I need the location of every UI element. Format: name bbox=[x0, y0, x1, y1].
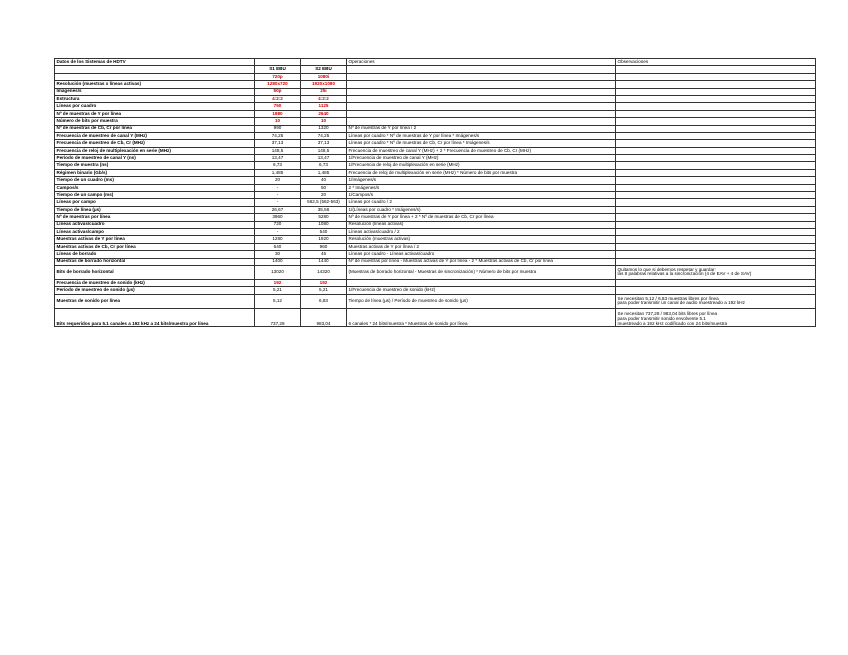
value-s2[interactable]: 5280 bbox=[301, 214, 347, 221]
row-label[interactable]: Tiempo de un campo (ms) bbox=[55, 192, 255, 199]
table-row bbox=[55, 81, 816, 88]
system-row bbox=[55, 66, 816, 73]
operation-cell[interactable]: 6 canales * 24 bits/muestra * Muestras de sonido por línea bbox=[347, 308, 616, 327]
value-s1[interactable]: 737,28 bbox=[255, 308, 301, 327]
row-label[interactable]: Resolución (muestras x líneas activas) bbox=[55, 81, 255, 88]
cell[interactable] bbox=[616, 73, 816, 80]
operation-cell[interactable]: Frecuencia de reloj de multiplexación en serie (MHz) * Número de bits por muestra bbox=[347, 169, 616, 176]
table-row bbox=[55, 88, 816, 95]
value-s2[interactable]: 1125 bbox=[301, 103, 347, 110]
operation-cell[interactable]: Líneas por cuadro - Líneas activas/cuadro bbox=[347, 251, 616, 258]
cell[interactable] bbox=[55, 73, 255, 80]
row-label[interactable]: Campos/s bbox=[55, 184, 255, 191]
operation-cell[interactable] bbox=[347, 81, 616, 88]
table-row bbox=[55, 125, 816, 132]
table-row bbox=[55, 258, 816, 265]
row-label[interactable]: Número de bits por muestra bbox=[55, 118, 255, 125]
observation-cell[interactable] bbox=[616, 308, 816, 327]
table-row bbox=[55, 308, 816, 327]
value-s1[interactable]: 1400 bbox=[255, 258, 301, 265]
header-cell-operations[interactable]: Operaciones bbox=[347, 59, 616, 66]
operation-cell[interactable]: 1/(Líneas por cuadro * Imágenes/s) bbox=[347, 206, 616, 213]
value-s1[interactable]: 1980 bbox=[255, 110, 301, 117]
operation-cell[interactable]: Líneas por cuadro * Nº de muestras de Cb, Cr por línea * Imágenes/s bbox=[347, 140, 616, 147]
observation-line: Quitamos lo que si debemos respetar y guardar: bbox=[617, 266, 716, 272]
table-row bbox=[55, 251, 816, 258]
value-s2[interactable]: 35,56 bbox=[301, 206, 347, 213]
row-label[interactable]: Frecuencia de muestreo de sonido (kHz) bbox=[55, 279, 255, 286]
value-s2[interactable]: 20 bbox=[301, 192, 347, 199]
row-label[interactable]: Frecuencia de muestreo de canal Y (MHz) bbox=[55, 132, 255, 139]
row-label[interactable]: Período de muestreo de sonido (µs) bbox=[55, 287, 255, 294]
row-label[interactable]: Nº de muestras de Y por línea bbox=[55, 110, 255, 117]
row-label[interactable]: Muestras activas de Cb, Cr por línea bbox=[55, 243, 255, 250]
table-row bbox=[55, 294, 816, 308]
observation-cell[interactable] bbox=[616, 228, 816, 235]
value-s1[interactable]: - bbox=[255, 192, 301, 199]
observation-cell[interactable] bbox=[616, 169, 816, 176]
value-s2[interactable]: 37,13 bbox=[301, 140, 347, 147]
observation-cell[interactable] bbox=[616, 132, 816, 139]
row-label[interactable]: Bits de borrado horizontal bbox=[55, 265, 255, 279]
value-s2[interactable]: 540 bbox=[301, 228, 347, 235]
observation-cell[interactable] bbox=[616, 251, 816, 258]
row-label[interactable]: Régimen binario (Gb/s) bbox=[55, 169, 255, 176]
value-s2[interactable]: 1920x1080 bbox=[301, 81, 347, 88]
observation-cell[interactable] bbox=[616, 147, 816, 154]
observation-line: para poder transmitir sonido envolvente 5.1 bbox=[617, 316, 706, 322]
operation-cell[interactable] bbox=[347, 88, 616, 95]
value-s2[interactable]: 1440 bbox=[301, 258, 347, 265]
table-row bbox=[55, 162, 816, 169]
operation-cell[interactable]: 2 * Imágenes/s bbox=[347, 184, 616, 191]
value-s1[interactable]: 148,5 bbox=[255, 147, 301, 154]
table-row bbox=[55, 236, 816, 243]
value-s1[interactable]: 6,73 bbox=[255, 162, 301, 169]
operation-cell[interactable]: 1/Frecuencia de muestreo de canal Y (MHz) bbox=[347, 155, 616, 162]
value-s1[interactable]: 4:2:2 bbox=[255, 95, 301, 102]
table-row bbox=[55, 199, 816, 206]
row-label[interactable]: Frecuencia de reloj de multiplexación en serie (MHz) bbox=[55, 147, 255, 154]
observation-line: Se necesitan 737,28 / 983,04 bits libres por línea bbox=[617, 311, 718, 317]
table-row bbox=[55, 95, 816, 102]
row-label[interactable]: Tiempo de muestra (ns) bbox=[55, 162, 255, 169]
observation-cell[interactable] bbox=[616, 155, 816, 162]
operation-cell[interactable]: Nº de muestras de Y por línea + 2 * Nº de muestras de Cb, Cr por línea bbox=[347, 214, 616, 221]
value-s1[interactable]: 20 bbox=[255, 177, 301, 184]
system-1-label[interactable]: S1 EBU bbox=[255, 66, 301, 73]
observation-cell[interactable] bbox=[616, 236, 816, 243]
operation-cell[interactable]: Frecuencia de muestreo de canal Y (MHz) + 2 * Frecuencia de muestreo de Cb, Cr (MHz) bbox=[347, 147, 616, 154]
observation-cell[interactable] bbox=[616, 279, 816, 286]
observation-line: muestreado a 192 kHz codificado con 24 bits/muestra bbox=[617, 320, 728, 326]
value-s2[interactable]: 10 bbox=[301, 118, 347, 125]
value-s2[interactable]: 6,73 bbox=[301, 162, 347, 169]
operation-cell[interactable]: 1/Frecuencia de reloj de multiplexación en serie (MHz) bbox=[347, 162, 616, 169]
operation-cell[interactable] bbox=[347, 103, 616, 110]
table-row bbox=[55, 118, 816, 125]
value-s2[interactable]: 25i bbox=[301, 88, 347, 95]
value-s1[interactable]: - bbox=[255, 228, 301, 235]
observation-cell[interactable] bbox=[616, 287, 816, 294]
value-s1[interactable]: 26,67 bbox=[255, 206, 301, 213]
observation-cell[interactable] bbox=[616, 88, 816, 95]
table-row bbox=[55, 147, 816, 154]
value-s2[interactable]: 1320 bbox=[301, 125, 347, 132]
operation-cell[interactable]: Nº de muestras de Y por línea / 2 bbox=[347, 125, 616, 132]
table-row bbox=[55, 140, 816, 147]
value-s1[interactable]: 5,12 bbox=[255, 294, 301, 308]
table-row bbox=[55, 132, 816, 139]
observation-cell[interactable] bbox=[616, 177, 816, 184]
value-s1[interactable]: 1,485 bbox=[255, 169, 301, 176]
row-label[interactable]: Muestras de sonido por línea bbox=[55, 294, 255, 308]
observation-cell[interactable] bbox=[616, 140, 816, 147]
value-s1[interactable]: 750 bbox=[255, 103, 301, 110]
value-s2[interactable]: 1,485 bbox=[301, 169, 347, 176]
value-s1[interactable]: 192 bbox=[255, 279, 301, 286]
value-s2[interactable]: 45 bbox=[301, 251, 347, 258]
table-row bbox=[55, 265, 816, 279]
table-row bbox=[55, 221, 816, 228]
value-s1[interactable]: 1280 bbox=[255, 236, 301, 243]
value-s2[interactable]: 148,5 bbox=[301, 147, 347, 154]
row-label[interactable]: Muestras de borrado horizontal bbox=[55, 258, 255, 265]
value-s1[interactable]: 13,47 bbox=[255, 155, 301, 162]
value-s2[interactable]: 983,04 bbox=[301, 308, 347, 327]
value-s1[interactable]: 30 bbox=[255, 251, 301, 258]
observation-cell[interactable] bbox=[616, 294, 816, 308]
operation-cell[interactable] bbox=[347, 95, 616, 102]
row-label[interactable]: Líneas activas/cuadro bbox=[55, 221, 255, 228]
observation-cell[interactable] bbox=[616, 81, 816, 88]
observation-cell[interactable] bbox=[616, 192, 816, 199]
cell[interactable] bbox=[347, 66, 616, 73]
table-row bbox=[55, 192, 816, 199]
observation-cell[interactable] bbox=[616, 243, 816, 250]
value-s1[interactable]: 990 bbox=[255, 125, 301, 132]
system-2-label[interactable]: S2 EBU bbox=[301, 66, 347, 73]
observation-cell[interactable] bbox=[616, 125, 816, 132]
row-label[interactable]: Líneas activas/campo bbox=[55, 228, 255, 235]
value-s1[interactable]: 13020 bbox=[255, 265, 301, 279]
header-cell-empty[interactable] bbox=[301, 59, 347, 66]
observation-cell[interactable] bbox=[616, 110, 816, 117]
observation-cell[interactable] bbox=[616, 162, 816, 169]
observation-cell[interactable] bbox=[616, 103, 816, 110]
operation-cell[interactable]: Resolución (líneas activas) bbox=[347, 221, 616, 228]
table-row bbox=[55, 155, 816, 162]
value-s1[interactable]: 720 bbox=[255, 221, 301, 228]
observation-cell[interactable] bbox=[616, 184, 816, 191]
row-label[interactable]: Estructura bbox=[55, 95, 255, 102]
value-s2[interactable]: 50 bbox=[301, 184, 347, 191]
value-s2[interactable]: 1080 bbox=[301, 221, 347, 228]
observation-cell[interactable] bbox=[616, 214, 816, 221]
row-label[interactable]: Período de muestreo de canal Y (ns) bbox=[55, 155, 255, 162]
operation-cell[interactable] bbox=[347, 279, 616, 286]
value-s1[interactable]: 640 bbox=[255, 243, 301, 250]
table-row bbox=[55, 206, 816, 213]
value-s2[interactable]: 1920 bbox=[301, 236, 347, 243]
operation-cell[interactable]: 1/Frecuencia de muestreo de sonido (kHz) bbox=[347, 287, 616, 294]
value-s1[interactable]: 5,21 bbox=[255, 287, 301, 294]
cell[interactable] bbox=[55, 66, 255, 73]
table-row bbox=[55, 169, 816, 176]
operation-cell[interactable]: Líneas por cuadro / 2 bbox=[347, 199, 616, 206]
table-row bbox=[55, 177, 816, 184]
table-row bbox=[55, 228, 816, 235]
observation-cell[interactable] bbox=[616, 258, 816, 265]
value-s2[interactable]: 40 bbox=[301, 177, 347, 184]
row-label[interactable]: Tiempo de línea (µs) bbox=[55, 206, 255, 213]
value-s2[interactable]: 2640 bbox=[301, 110, 347, 117]
value-s1[interactable]: 10 bbox=[255, 118, 301, 125]
row-label[interactable]: Frecuencia de muestreo de Cb, Cr (MHz) bbox=[55, 140, 255, 147]
header-cell-data[interactable]: Datos de los Sistemas de HDTV bbox=[55, 59, 255, 66]
value-s2[interactable]: 13,47 bbox=[301, 155, 347, 162]
table-row bbox=[55, 243, 816, 250]
row-label[interactable]: Muestras activas de Y por línea bbox=[55, 236, 255, 243]
operation-cell[interactable] bbox=[347, 110, 616, 117]
table-row bbox=[55, 184, 816, 191]
value-s2[interactable]: 6,83 bbox=[301, 294, 347, 308]
value-s1[interactable]: 50p bbox=[255, 88, 301, 95]
value-s2[interactable]: 14320 bbox=[301, 265, 347, 279]
value-s2[interactable]: 4:2:2 bbox=[301, 95, 347, 102]
row-label[interactable]: Líneas por cuadro bbox=[55, 103, 255, 110]
observation-cell[interactable] bbox=[616, 118, 816, 125]
value-s1[interactable]: 37,13 bbox=[255, 140, 301, 147]
row-label[interactable]: Líneas de borrado bbox=[55, 251, 255, 258]
header-row bbox=[55, 59, 816, 66]
observation-cell[interactable] bbox=[616, 221, 816, 228]
value-s1[interactable]: - bbox=[255, 199, 301, 206]
value-s1[interactable]: 74,25 bbox=[255, 132, 301, 139]
observation-cell[interactable] bbox=[616, 265, 816, 279]
value-s1[interactable]: 3960 bbox=[255, 214, 301, 221]
operation-cell[interactable]: Nº de muestras por línea - Muestras activas de Y por línea - 2 * Muestras activas de Cb, Cr por línea bbox=[347, 258, 616, 265]
row-label[interactable]: Imágenes/s bbox=[55, 88, 255, 95]
observation-line: Se necesitan 5,12 / 6,83 muestras libres por línea bbox=[617, 295, 719, 301]
observation-line: las 8 palabras relativas a la sincronización (4 de EAV + 4 de SAV) bbox=[617, 271, 752, 277]
row-label[interactable]: Bits requeridos para 5.1 canales a 192 kHz a 24 bits/muestra por línea bbox=[55, 308, 255, 327]
table-row bbox=[55, 279, 816, 286]
operation-cell[interactable]: Tiempo de línea (µs) / Período de muestreo de sonido (µs) bbox=[347, 294, 616, 308]
cell[interactable] bbox=[616, 66, 816, 73]
system-2-scan[interactable]: 1080i bbox=[301, 73, 347, 80]
value-s2[interactable]: 5,21 bbox=[301, 287, 347, 294]
table-row bbox=[55, 214, 816, 221]
hdtv-spreadsheet bbox=[54, 58, 816, 327]
operation-cell[interactable]: Muestras activas de Y por línea / 2 bbox=[347, 243, 616, 250]
operation-cell[interactable] bbox=[347, 118, 616, 125]
operation-cell[interactable]: Resolución (muestras activas) bbox=[347, 236, 616, 243]
row-label[interactable]: Nº de muestras de Cb, Cr por línea bbox=[55, 125, 255, 132]
operation-cell[interactable]: 1/Imágenes/s bbox=[347, 177, 616, 184]
operation-cell[interactable]: 1/Campos/s bbox=[347, 192, 616, 199]
observation-cell[interactable] bbox=[616, 206, 816, 213]
operation-cell[interactable]: (Muestras de borrado horizontal - Muestras de sincronización) * Número de bits por muestra bbox=[347, 265, 616, 279]
table-row bbox=[55, 103, 816, 110]
operation-cell[interactable]: Líneas por cuadro * Nº de muestras de Y por línea * Imágenes/s bbox=[347, 132, 616, 139]
value-s1[interactable]: 1280x720 bbox=[255, 81, 301, 88]
value-s2[interactable]: 74,25 bbox=[301, 132, 347, 139]
value-s2[interactable]: 192 bbox=[301, 279, 347, 286]
value-s2[interactable]: 960 bbox=[301, 243, 347, 250]
table-row bbox=[55, 110, 816, 117]
observation-line: para poder transmitir un canal de audio muestreado a 192 kHz bbox=[617, 300, 745, 306]
cell[interactable] bbox=[347, 73, 616, 80]
value-s2[interactable]: 562,5 (562-563) bbox=[301, 199, 347, 206]
observation-cell[interactable] bbox=[616, 95, 816, 102]
scan-row bbox=[55, 73, 816, 80]
system-1-scan[interactable]: 720p bbox=[255, 73, 301, 80]
table-row bbox=[55, 287, 816, 294]
value-s1[interactable]: - bbox=[255, 184, 301, 191]
header-cell-observations[interactable]: Observaciones bbox=[616, 59, 816, 66]
row-label[interactable]: Tiempo de un cuadro (ms) bbox=[55, 177, 255, 184]
row-label[interactable]: Líneas por campo bbox=[55, 199, 255, 206]
observation-cell[interactable] bbox=[616, 199, 816, 206]
row-label[interactable]: Nº de muestras por línea bbox=[55, 214, 255, 221]
operation-cell[interactable]: Líneas activas/cuadro / 2 bbox=[347, 228, 616, 235]
header-cell-empty[interactable] bbox=[255, 59, 301, 66]
